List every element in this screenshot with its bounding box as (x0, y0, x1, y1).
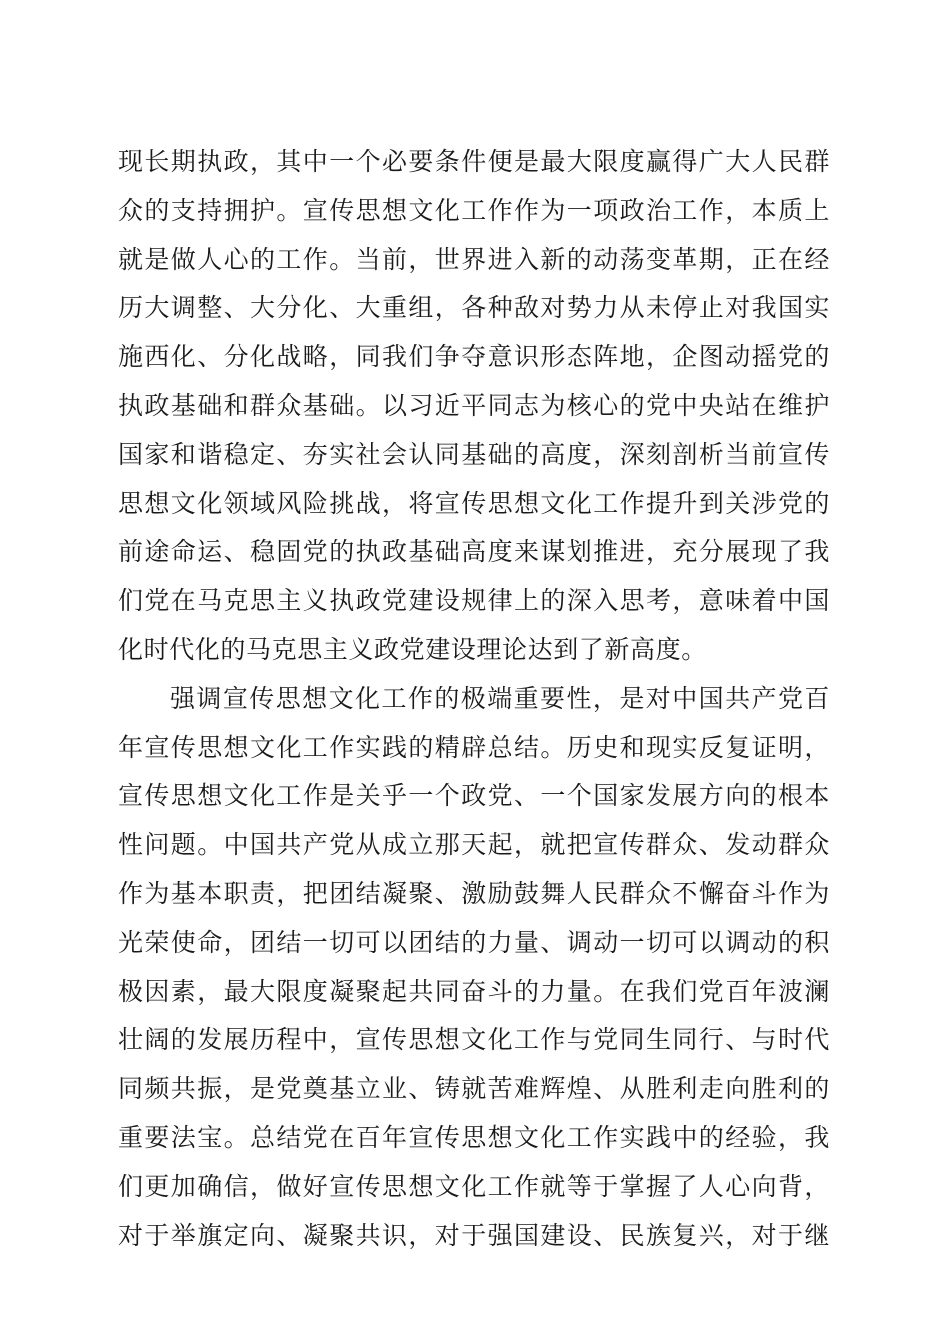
paragraph-1 (118, 138, 830, 675)
text-line: 前途命运、稳固党的执政基础高度来谋划推进，充分展现了我 (118, 537, 830, 567)
text-line: 现长期执政，其中一个必要条件便是最大限度赢得广大人民群 (118, 147, 830, 176)
text-line: 极因素，最大限度凝聚起共同奋斗的力量。在我们党百年波澜 (118, 976, 830, 1006)
text-line: 强调宣传思想文化工作的极端重要性，是对中国共产党百 (170, 683, 830, 713)
text-line: 性问题。中国共产党从成立那天起，就把宣传群众、发动群众 (118, 830, 830, 860)
text-line: 国家和谐稳定、夯实社会认同基础的高度，深刻剖析当前宣传 (118, 439, 830, 469)
text-line: 执政基础和群众基础。以习近平同志为核心的党中央站在维护 (118, 390, 830, 420)
text-line: 年宣传思想文化工作实践的精辟总结。历史和现实反复证明， (118, 732, 830, 762)
text-line: 同频共振，是党奠基立业、铸就苦难辉煌、从胜利走向胜利的 (118, 1074, 830, 1104)
text-line: 们更加确信，做好宣传思想文化工作就等于掌握了人心向背， (118, 1171, 830, 1201)
text-line: 思想文化领域风险挑战，将宣传思想文化工作提升到关涉党的 (118, 488, 830, 518)
text-line: 就是做人心的工作。当前，世界进入新的动荡变革期，正在经 (118, 244, 830, 274)
text-line: 光荣使命，团结一切可以团结的力量、调动一切可以调动的积 (118, 927, 830, 957)
body-text (118, 138, 830, 1260)
text-line: 化时代化的马克思主义政党建设理论达到了新高度。 (118, 634, 707, 664)
paragraph-2 (118, 675, 830, 1261)
text-line: 们党在马克思主义执政党建设规律上的深入思考，意味着中国 (118, 586, 830, 616)
text-line: 重要法宝。总结党在百年宣传思想文化工作实践中的经验，我 (118, 1122, 830, 1152)
text-line: 作为基本职责，把团结凝聚、激励鼓舞人民群众不懈奋斗作为 (118, 878, 830, 908)
text-line: 历大调整、大分化、大重组，各种敌对势力从未停止对我国实 (118, 293, 830, 323)
text-line: 宣传思想文化工作是关乎一个政党、一个国家发展方向的根本 (118, 781, 830, 811)
text-line: 对于举旗定向、凝聚共识，对于强国建设、民族复兴，对于继 (118, 1220, 830, 1250)
text-line: 施西化、分化战略，同我们争夺意识形态阵地，企图动摇党的 (118, 342, 830, 372)
text-line: 众的支持拥护。宣传思想文化工作作为一项政治工作，本质上 (118, 195, 830, 225)
text-line: 壮阔的发展历程中，宣传思想文化工作与党同生同行、与时代 (118, 1025, 830, 1055)
